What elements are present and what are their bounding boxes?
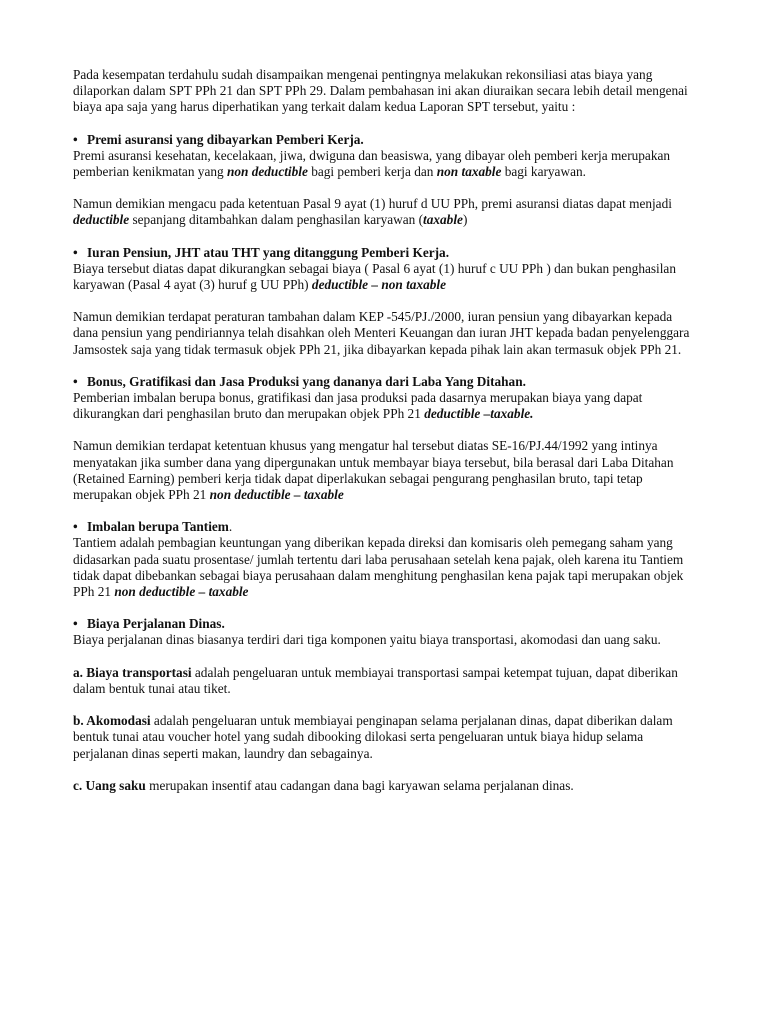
heading-text: Biaya Perjalanan Dinas. — [87, 616, 225, 632]
section-heading — [73, 245, 695, 261]
emphasis-text: non deductible – taxable — [209, 487, 344, 503]
emphasis-text: deductible — [73, 212, 130, 228]
section-tantiem — [73, 519, 695, 600]
section-iuran-pensiun — [73, 245, 695, 358]
emphasis-text: deductible – non taxable — [311, 277, 446, 293]
bullet-icon: • — [73, 616, 78, 632]
item-label: b. Akomodasi — [73, 713, 151, 729]
text-run: Tantiem adalah pembagian keuntungan yang diberikan kepada direksi dan komisaris oleh pemegang saham yang didasarkan pada suatu prosentase/ jumlah tertentu dari laba perusahaan setelah kena pajak, oleh karena itu Tantiem tidak dapat dibebankan sebagai biaya perusahaan dalam menghitung penghasilan kena pajak tapi merupakan objek PPh 21 — [73, 535, 684, 600]
text-run: Pemberian imbalan berupa bonus, gratifikasi dan jasa produksi pada dasarnya merupakan biaya yang dapat dikurangkan dari penghasilan bruto dan merupakan objek PPh 21 — [73, 390, 643, 422]
item-uang-saku — [73, 778, 695, 794]
section-heading — [73, 519, 695, 535]
text-run: Premi asuransi kesehatan, kecelakaan, jiwa, dwiguna dan beasiswa, yang dibayar oleh pemberi kerja merupakan pemberian kenikmatan yang — [73, 147, 671, 180]
section-paragraph — [73, 148, 695, 180]
item-transportasi — [73, 665, 695, 697]
section-heading — [73, 132, 695, 148]
section-paragraph: Biaya perjalanan dinas biasanya terdiri dari tiga komponen yaitu biaya transportasi, akomodasi dan uang saku. — [73, 632, 661, 648]
text-run: ) — [462, 212, 468, 228]
text-run: merupakan insentif atau cadangan dana bagi karyawan selama perjalanan dinas. — [145, 777, 574, 793]
section-paragraph: Namun demikian terdapat peraturan tambahan dalam KEP -545/PJ./2000, iuran pensiun yang dibayarkan kepada dana pensiun yang pendiriannya telah disahkan oleh Menteri Keuangan dan iuran JHT kepada badan penyelenggara Jamsostek saja yang tidak termasuk objek PPh 21, jika dibayarkan kepada pihak lain akan termasuk objek PPh 21. — [73, 309, 690, 357]
section-heading — [73, 616, 695, 632]
bullet-icon: • — [73, 244, 78, 260]
emphasis-text: non deductible — [226, 164, 308, 180]
section-premi-asuransi — [73, 132, 695, 229]
section-paragraph — [73, 390, 695, 422]
bullet-icon: • — [73, 519, 78, 535]
emphasis-text: non deductible – taxable — [114, 584, 249, 600]
section-paragraph — [73, 535, 695, 600]
text-run: adalah pengeluaran untuk membiayai transportasi sampai ketempat tujuan, dapat diberikan dalam bentuk tunai atau tiket. — [73, 664, 678, 696]
heading-text: Bonus, Gratifikasi dan Jasa Produksi yang dananya dari Laba Yang Ditahan. — [87, 373, 526, 389]
text-run: bagi pemberi kerja dan — [307, 164, 437, 180]
emphasis-text: non taxable — [436, 164, 502, 180]
text-run: sepanjang ditambahkan dalam penghasilan karyawan ( — [129, 212, 424, 228]
section-heading — [73, 374, 695, 390]
bullet-icon: • — [73, 131, 78, 147]
text-run: Namun demikian terdapat ketentuan khusus yang mengatur hal tersebut diatas SE-16/PJ.44/1992 yang intinya menyatakan jika sumber dana yang dipergunakan untuk membayar biaya tersebut, bila berasal dari Laba Ditahan (Retained Earning) pemberi kerja tidak dapat diperlakukan sebagai pengurang penghasilan bruto, tapi tetap merupakan objek PPh 21 — [73, 438, 674, 503]
emphasis-text: taxable — [423, 212, 463, 228]
heading-tail: . — [228, 519, 233, 535]
text-run: Biaya tersebut diatas dapat dikurangkan sebagai biaya ( Pasal 6 ayat (1) huruf c UU PPh ) dan bukan penghasilan karyawan (Pasal 4 ayat (3) huruf g UU PPh) — [73, 260, 676, 293]
document-page — [73, 67, 695, 810]
section-paragraph — [73, 438, 695, 503]
text-run: bagi karyawan. — [501, 164, 586, 180]
item-label: c. Uang saku — [73, 777, 146, 793]
section-paragraph — [73, 196, 695, 228]
heading-text: Premi asuransi yang dibayarkan Pemberi Kerja. — [87, 131, 364, 147]
heading-text: Imbalan berupa Tantiem — [87, 519, 229, 535]
emphasis-text: deductible –taxable. — [424, 406, 534, 422]
section-perjalanan-dinas — [73, 616, 695, 794]
intro-paragraph: Pada kesempatan terdahulu sudah disampaikan mengenai pentingnya melakukan rekonsiliasi atas biaya yang dilaporkan dalam SPT PPh 21 dan SPT PPh 29. Dalam pembahasan ini akan diuraikan secara lebih detail mengenai biaya apa saja yang harus diperhatikan yang terkait dalam kedua Laporan SPT tersebut, yaitu : — [73, 67, 688, 115]
section-paragraph — [73, 261, 695, 293]
item-akomodasi — [73, 713, 695, 762]
heading-text: Iuran Pensiun, JHT atau THT yang ditanggung Pemberi Kerja. — [87, 244, 450, 260]
text-run: Namun demikian mengacu pada ketentuan Pasal 9 ayat (1) huruf d UU PPh, premi asuransi diatas dapat menjadi — [73, 196, 672, 212]
text-run: adalah pengeluaran untuk membiayai penginapan selama perjalanan dinas, dapat diberikan dalam bentuk tunai atau voucher hotel yang sudah dibooking dilokasi serta pengeluaran untuk biaya hidup selama perjalanan dinas seperti makan, laundry dan sebagainya. — [73, 713, 673, 761]
section-bonus — [73, 374, 695, 503]
bullet-icon: • — [73, 373, 78, 389]
item-label: a. Biaya transportasi — [73, 664, 192, 680]
